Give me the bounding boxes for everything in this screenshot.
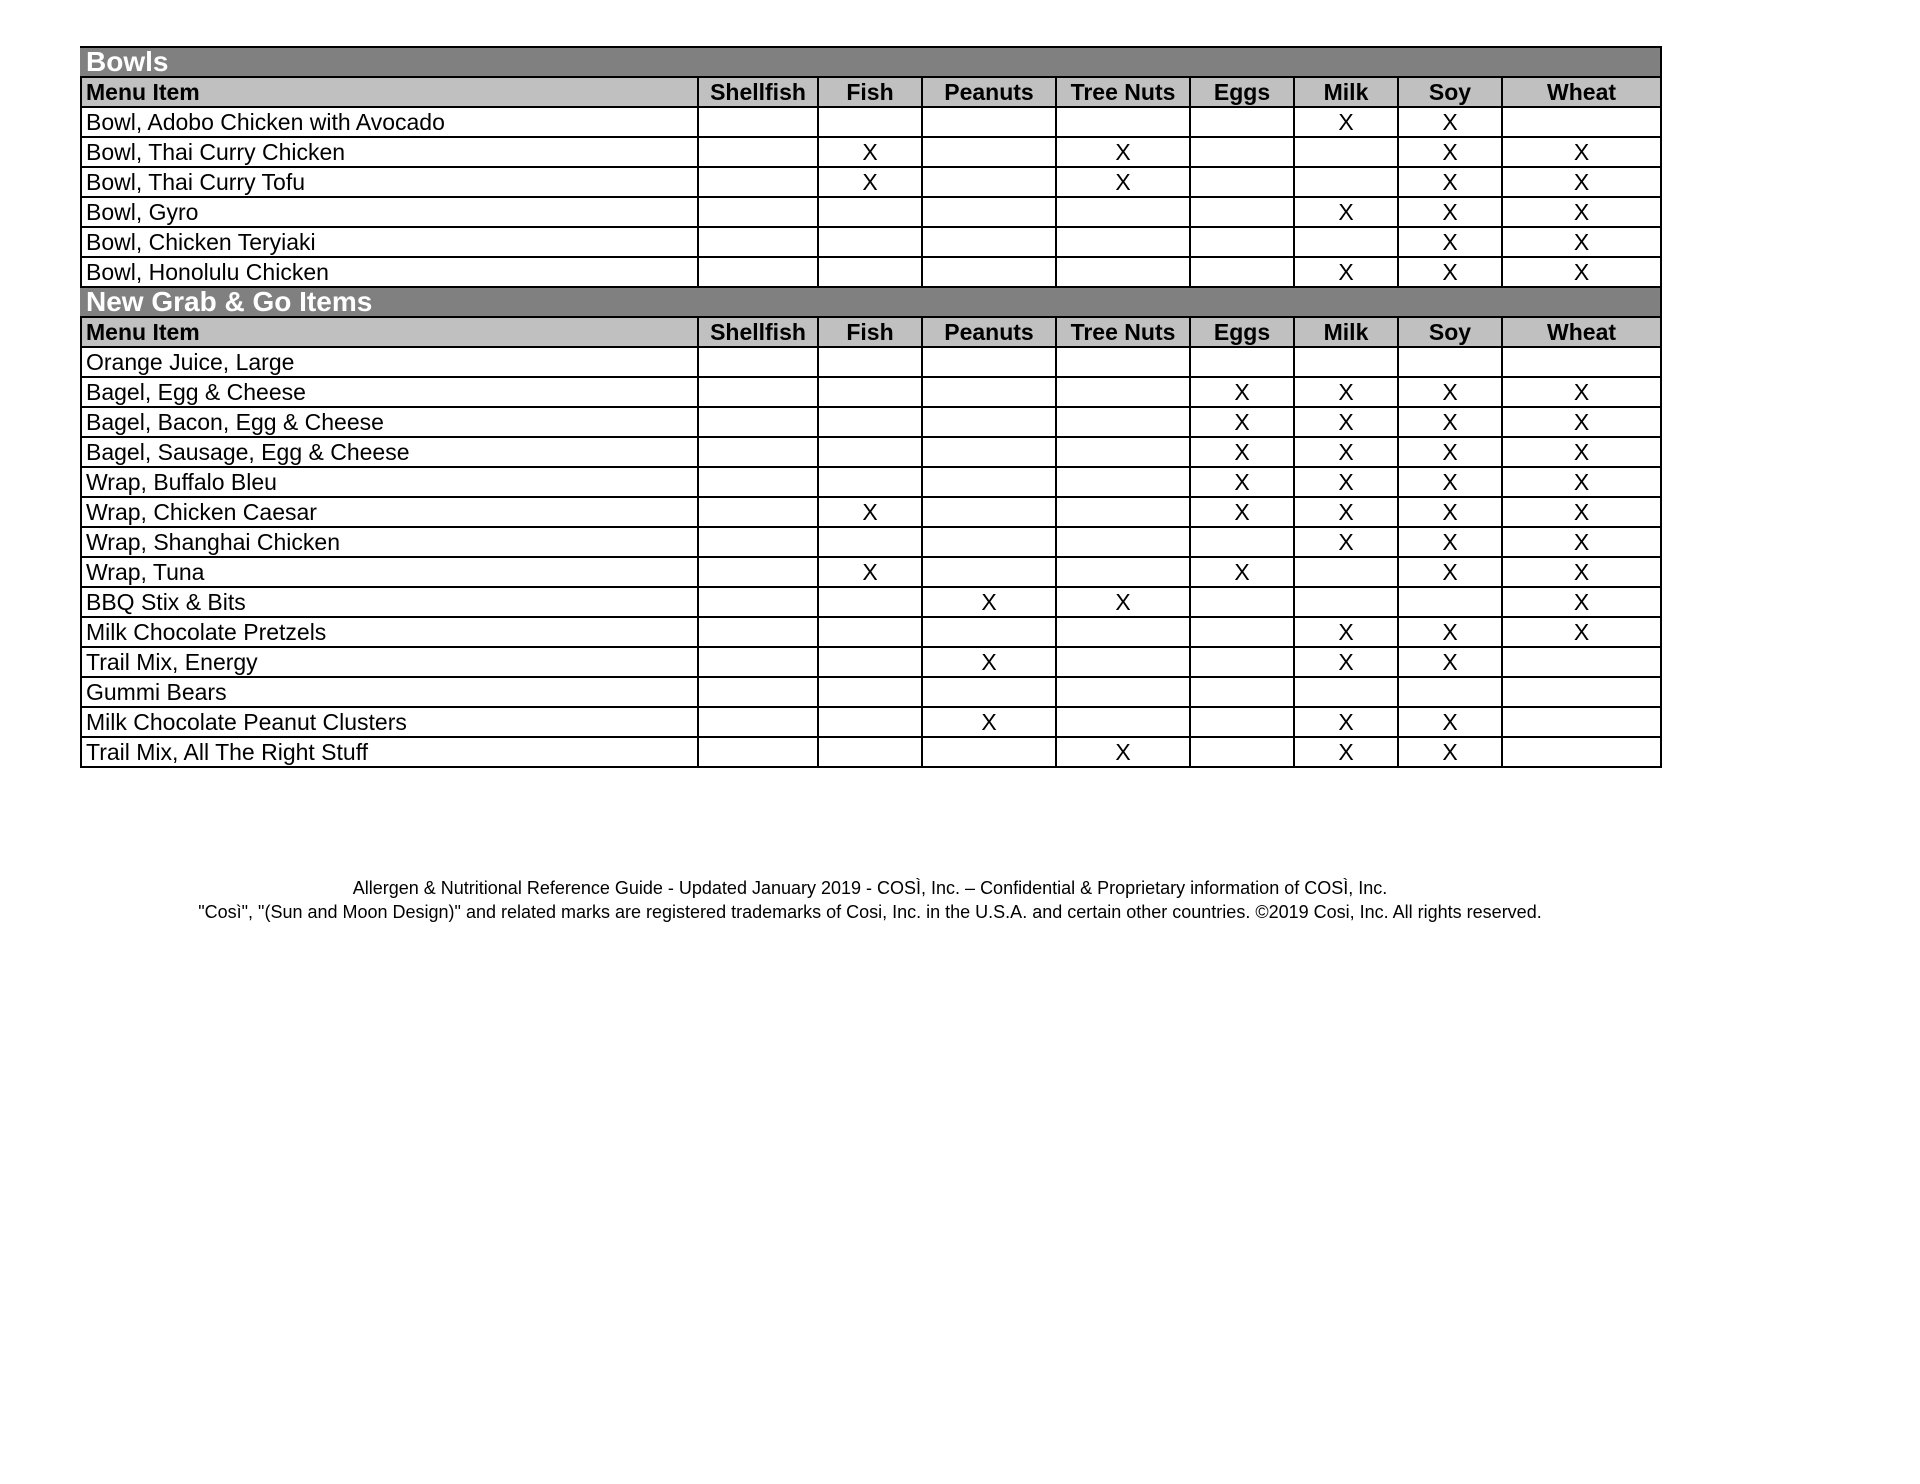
allergen-cell-tree-nuts: X — [1056, 587, 1190, 617]
allergen-cell-eggs — [1190, 167, 1294, 197]
allergen-cell-wheat: X — [1502, 407, 1661, 437]
allergen-cell-tree-nuts — [1056, 437, 1190, 467]
allergen-cell-soy: X — [1398, 227, 1502, 257]
allergen-cell-soy: X — [1398, 617, 1502, 647]
footer-trademark-line: "Così", "(Sun and Moon Design)" and related marks are registered trademarks of Cosi, Inc. in the U.S.A. and certain other countries. ©2019 Cosi, Inc. All rights reserved. — [198, 902, 1542, 922]
allergen-cell-fish — [818, 407, 922, 437]
column-header-row — [81, 77, 1661, 107]
allergen-cell-milk — [1294, 227, 1398, 257]
allergen-cell-tree-nuts — [1056, 407, 1190, 437]
allergen-cell-milk — [1294, 167, 1398, 197]
section-title: Bowls — [81, 47, 1661, 77]
allergen-cell-fish — [818, 737, 922, 767]
column-header-peanuts: Peanuts — [922, 317, 1056, 347]
allergen-cell-tree-nuts — [1056, 377, 1190, 407]
allergen-cell-shellfish — [698, 167, 818, 197]
allergen-cell-tree-nuts: X — [1056, 137, 1190, 167]
allergen-cell-wheat: X — [1502, 227, 1661, 257]
allergen-cell-peanuts — [922, 497, 1056, 527]
table-row — [81, 587, 1661, 617]
menu-item-name: Bowl, Thai Curry Chicken — [81, 137, 698, 167]
table-row — [81, 467, 1661, 497]
allergen-cell-tree-nuts — [1056, 707, 1190, 737]
section-header-row — [81, 47, 1661, 77]
section-header-row — [81, 287, 1661, 317]
column-header-milk: Milk — [1294, 77, 1398, 107]
column-header-menu-item: Menu Item — [81, 317, 698, 347]
column-header-wheat: Wheat — [1502, 77, 1661, 107]
allergen-cell-wheat: X — [1502, 587, 1661, 617]
allergen-cell-peanuts — [922, 737, 1056, 767]
allergen-cell-fish — [818, 227, 922, 257]
allergen-cell-tree-nuts — [1056, 557, 1190, 587]
menu-item-name: Orange Juice, Large — [81, 347, 698, 377]
allergen-cell-shellfish — [698, 527, 818, 557]
allergen-cell-milk: X — [1294, 707, 1398, 737]
allergen-cell-soy: X — [1398, 407, 1502, 437]
allergen-cell-tree-nuts: X — [1056, 167, 1190, 197]
allergen-cell-shellfish — [698, 407, 818, 437]
allergen-cell-soy: X — [1398, 107, 1502, 137]
allergen-cell-milk: X — [1294, 647, 1398, 677]
allergen-cell-shellfish — [698, 227, 818, 257]
allergen-cell-eggs — [1190, 347, 1294, 377]
allergen-cell-fish — [818, 197, 922, 227]
table-row — [81, 647, 1661, 677]
allergen-cell-peanuts — [922, 107, 1056, 137]
menu-item-name: Bowl, Chicken Teryiaki — [81, 227, 698, 257]
table-row — [81, 347, 1661, 377]
column-header-milk: Milk — [1294, 317, 1398, 347]
allergen-cell-shellfish — [698, 497, 818, 527]
allergen-cell-wheat: X — [1502, 527, 1661, 557]
allergen-cell-soy — [1398, 347, 1502, 377]
table-row — [81, 167, 1661, 197]
column-header-shellfish: Shellfish — [698, 77, 818, 107]
allergen-cell-wheat: X — [1502, 497, 1661, 527]
allergen-cell-peanuts — [922, 527, 1056, 557]
allergen-cell-tree-nuts — [1056, 467, 1190, 497]
column-header-shellfish: Shellfish — [698, 317, 818, 347]
allergen-cell-milk: X — [1294, 527, 1398, 557]
menu-item-name: Bagel, Bacon, Egg & Cheese — [81, 407, 698, 437]
allergen-cell-shellfish — [698, 737, 818, 767]
allergen-cell-soy: X — [1398, 557, 1502, 587]
allergen-cell-fish — [818, 707, 922, 737]
allergen-cell-tree-nuts — [1056, 197, 1190, 227]
allergen-cell-eggs: X — [1190, 407, 1294, 437]
allergen-cell-wheat — [1502, 647, 1661, 677]
allergen-cell-peanuts — [922, 617, 1056, 647]
allergen-cell-soy: X — [1398, 647, 1502, 677]
allergen-cell-tree-nuts — [1056, 497, 1190, 527]
allergen-cell-fish — [818, 647, 922, 677]
allergen-cell-fish — [818, 347, 922, 377]
allergen-cell-eggs — [1190, 257, 1294, 287]
allergen-cell-milk: X — [1294, 497, 1398, 527]
allergen-cell-eggs — [1190, 197, 1294, 227]
allergen-cell-tree-nuts: X — [1056, 737, 1190, 767]
allergen-cell-milk — [1294, 557, 1398, 587]
allergen-cell-fish: X — [818, 557, 922, 587]
allergen-cell-wheat: X — [1502, 617, 1661, 647]
table-row — [81, 137, 1661, 167]
allergen-cell-shellfish — [698, 257, 818, 287]
table-row — [81, 557, 1661, 587]
allergen-cell-fish — [818, 527, 922, 557]
allergen-cell-shellfish — [698, 437, 818, 467]
allergen-cell-soy: X — [1398, 707, 1502, 737]
allergen-cell-milk: X — [1294, 107, 1398, 137]
allergen-cell-eggs — [1190, 707, 1294, 737]
allergen-cell-milk — [1294, 137, 1398, 167]
allergen-cell-eggs: X — [1190, 497, 1294, 527]
allergen-cell-shellfish — [698, 347, 818, 377]
table-row — [81, 737, 1661, 767]
menu-item-name: Wrap, Buffalo Bleu — [81, 467, 698, 497]
allergen-cell-tree-nuts — [1056, 227, 1190, 257]
allergen-cell-milk: X — [1294, 437, 1398, 467]
column-header-fish: Fish — [818, 77, 922, 107]
allergen-cell-wheat: X — [1502, 467, 1661, 497]
allergen-cell-shellfish — [698, 677, 818, 707]
table-row — [81, 437, 1661, 467]
allergen-cell-soy: X — [1398, 497, 1502, 527]
allergen-cell-wheat: X — [1502, 167, 1661, 197]
allergen-cell-soy: X — [1398, 467, 1502, 497]
allergen-cell-shellfish — [698, 647, 818, 677]
allergen-cell-tree-nuts — [1056, 527, 1190, 557]
table-row — [81, 257, 1661, 287]
table-row — [81, 197, 1661, 227]
allergen-cell-fish — [818, 587, 922, 617]
allergen-cell-milk: X — [1294, 377, 1398, 407]
allergen-cell-milk: X — [1294, 197, 1398, 227]
menu-item-name: Gummi Bears — [81, 677, 698, 707]
allergen-cell-fish — [818, 107, 922, 137]
allergen-cell-shellfish — [698, 107, 818, 137]
allergen-cell-shellfish — [698, 137, 818, 167]
menu-item-name: Wrap, Tuna — [81, 557, 698, 587]
allergen-cell-peanuts — [922, 557, 1056, 587]
table-body — [81, 47, 1661, 767]
column-header-soy: Soy — [1398, 77, 1502, 107]
allergen-cell-peanuts — [922, 227, 1056, 257]
menu-item-name: Bagel, Sausage, Egg & Cheese — [81, 437, 698, 467]
menu-item-name: Bowl, Thai Curry Tofu — [81, 167, 698, 197]
allergen-cell-tree-nuts — [1056, 617, 1190, 647]
allergen-cell-peanuts: X — [922, 647, 1056, 677]
allergen-cell-peanuts — [922, 437, 1056, 467]
allergen-cell-eggs — [1190, 587, 1294, 617]
menu-item-name: Bowl, Gyro — [81, 197, 698, 227]
allergen-cell-peanuts — [922, 467, 1056, 497]
allergen-cell-eggs — [1190, 107, 1294, 137]
table-row — [81, 227, 1661, 257]
allergen-cell-soy: X — [1398, 257, 1502, 287]
allergen-cell-fish — [818, 377, 922, 407]
allergen-cell-milk: X — [1294, 617, 1398, 647]
allergen-cell-tree-nuts — [1056, 107, 1190, 137]
allergen-cell-shellfish — [698, 617, 818, 647]
column-header-tree-nuts: Tree Nuts — [1056, 317, 1190, 347]
allergen-cell-shellfish — [698, 377, 818, 407]
allergen-cell-wheat: X — [1502, 377, 1661, 407]
allergen-cell-peanuts — [922, 257, 1056, 287]
allergen-cell-wheat: X — [1502, 137, 1661, 167]
allergen-cell-fish: X — [818, 137, 922, 167]
column-header-eggs: Eggs — [1190, 317, 1294, 347]
allergen-cell-eggs — [1190, 617, 1294, 647]
allergen-cell-peanuts: X — [922, 587, 1056, 617]
allergen-cell-wheat: X — [1502, 437, 1661, 467]
allergen-cell-soy: X — [1398, 377, 1502, 407]
menu-item-name: Milk Chocolate Peanut Clusters — [81, 707, 698, 737]
allergen-cell-eggs — [1190, 137, 1294, 167]
allergen-cell-wheat: X — [1502, 197, 1661, 227]
allergen-cell-fish — [818, 617, 922, 647]
allergen-cell-wheat: X — [1502, 257, 1661, 287]
footer-reference-line: Allergen & Nutritional Reference Guide - Updated January 2019 - COSÌ, Inc. – Confidential & Proprietary information of COSÌ, Inc. — [352, 878, 1388, 898]
allergen-cell-wheat — [1502, 707, 1661, 737]
allergen-cell-eggs — [1190, 737, 1294, 767]
allergen-cell-peanuts — [922, 167, 1056, 197]
column-header-wheat: Wheat — [1502, 317, 1661, 347]
allergen-cell-shellfish — [698, 707, 818, 737]
menu-item-name: Milk Chocolate Pretzels — [81, 617, 698, 647]
allergen-cell-milk: X — [1294, 737, 1398, 767]
allergen-cell-tree-nuts — [1056, 647, 1190, 677]
allergen-cell-eggs: X — [1190, 437, 1294, 467]
allergen-table — [80, 46, 1662, 768]
allergen-cell-fish — [818, 677, 922, 707]
allergen-cell-shellfish — [698, 197, 818, 227]
allergen-cell-soy: X — [1398, 167, 1502, 197]
allergen-cell-soy: X — [1398, 437, 1502, 467]
allergen-cell-soy: X — [1398, 197, 1502, 227]
allergen-cell-fish — [818, 257, 922, 287]
allergen-cell-tree-nuts — [1056, 677, 1190, 707]
table-row — [81, 377, 1661, 407]
allergen-cell-peanuts: X — [922, 707, 1056, 737]
column-header-peanuts: Peanuts — [922, 77, 1056, 107]
column-header-tree-nuts: Tree Nuts — [1056, 77, 1190, 107]
allergen-cell-eggs: X — [1190, 467, 1294, 497]
allergen-cell-shellfish — [698, 587, 818, 617]
allergen-cell-fish: X — [818, 497, 922, 527]
menu-item-name: Bowl, Honolulu Chicken — [81, 257, 698, 287]
allergen-cell-eggs: X — [1190, 557, 1294, 587]
allergen-cell-eggs: X — [1190, 377, 1294, 407]
column-header-menu-item: Menu Item — [81, 77, 698, 107]
menu-item-name: Wrap, Shanghai Chicken — [81, 527, 698, 557]
allergen-cell-soy — [1398, 677, 1502, 707]
allergen-cell-wheat: X — [1502, 557, 1661, 587]
allergen-cell-peanuts — [922, 407, 1056, 437]
menu-item-name: Trail Mix, All The Right Stuff — [81, 737, 698, 767]
allergen-cell-wheat — [1502, 737, 1661, 767]
allergen-cell-soy: X — [1398, 137, 1502, 167]
menu-item-name: Trail Mix, Energy — [81, 647, 698, 677]
table-row — [81, 617, 1661, 647]
allergen-cell-soy: X — [1398, 737, 1502, 767]
allergen-cell-eggs — [1190, 677, 1294, 707]
allergen-cell-peanuts — [922, 377, 1056, 407]
allergen-cell-milk: X — [1294, 407, 1398, 437]
allergen-cell-eggs — [1190, 647, 1294, 677]
menu-item-name: Bowl, Adobo Chicken with Avocado — [81, 107, 698, 137]
allergen-cell-fish: X — [818, 167, 922, 197]
allergen-cell-eggs — [1190, 527, 1294, 557]
allergen-cell-shellfish — [698, 557, 818, 587]
allergen-cell-wheat — [1502, 347, 1661, 377]
column-header-row — [81, 317, 1661, 347]
allergen-cell-tree-nuts — [1056, 347, 1190, 377]
table-row — [81, 107, 1661, 137]
allergen-cell-fish — [818, 467, 922, 497]
allergen-cell-milk: X — [1294, 257, 1398, 287]
table-row — [81, 677, 1661, 707]
menu-item-name: Wrap, Chicken Caesar — [81, 497, 698, 527]
table-row — [81, 407, 1661, 437]
allergen-cell-milk — [1294, 677, 1398, 707]
menu-item-name: BBQ Stix & Bits — [81, 587, 698, 617]
allergen-cell-eggs — [1190, 227, 1294, 257]
allergen-cell-peanuts — [922, 197, 1056, 227]
column-header-fish: Fish — [818, 317, 922, 347]
allergen-cell-peanuts — [922, 347, 1056, 377]
section-title: New Grab & Go Items — [81, 287, 1661, 317]
allergen-cell-shellfish — [698, 467, 818, 497]
menu-item-name: Bagel, Egg & Cheese — [81, 377, 698, 407]
allergen-cell-peanuts — [922, 677, 1056, 707]
table-row — [81, 497, 1661, 527]
allergen-cell-milk: X — [1294, 467, 1398, 497]
allergen-cell-soy: X — [1398, 527, 1502, 557]
allergen-cell-fish — [818, 437, 922, 467]
allergen-cell-milk — [1294, 587, 1398, 617]
allergen-cell-wheat — [1502, 107, 1661, 137]
allergen-cell-milk — [1294, 347, 1398, 377]
column-header-soy: Soy — [1398, 317, 1502, 347]
allergen-cell-soy — [1398, 587, 1502, 617]
table-row — [81, 707, 1661, 737]
allergen-cell-peanuts — [922, 137, 1056, 167]
allergen-cell-wheat — [1502, 677, 1661, 707]
allergen-cell-tree-nuts — [1056, 257, 1190, 287]
column-header-eggs: Eggs — [1190, 77, 1294, 107]
table-row — [81, 527, 1661, 557]
